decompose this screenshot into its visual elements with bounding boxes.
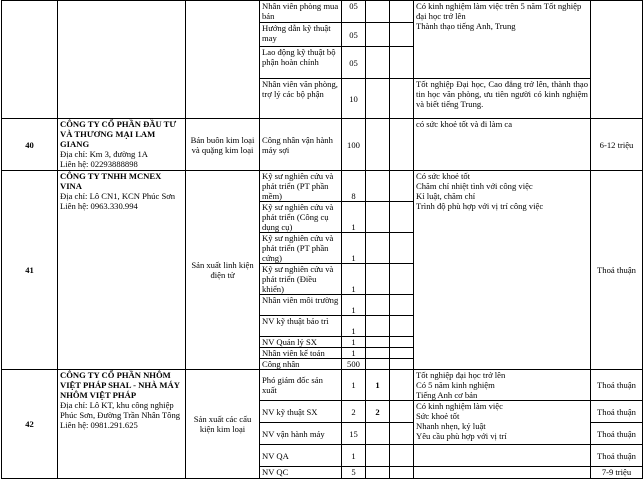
company-name: CÔNG TY TNHH MCNEX VINA xyxy=(60,171,162,191)
field-cell xyxy=(186,1,260,119)
quantity-cell: 500 xyxy=(342,359,366,370)
company-address: Địa chỉ: Lô CN1, KCN Phúc Sơn xyxy=(60,191,176,201)
quantity-cell: 05 xyxy=(342,47,366,79)
quantity-cell: 1 xyxy=(342,337,366,348)
quantity-cell: 1 xyxy=(342,233,366,264)
quantity-cell: 1 xyxy=(342,295,366,316)
requirements-cell: có sức khoẻ tốt và đi làm ca xyxy=(414,119,591,171)
requirements-cell: Có sức khoẻ tốt Chăm chỉ nhiệt tình với công việc Kỉ luật, chăm chỉ Trình độ phù hợp với vị trí công việc xyxy=(414,171,591,370)
position-cell: Kỹ sư nghiên cứu và phát triển (Công cụ dụng cụ) xyxy=(260,202,342,233)
company-cell xyxy=(58,119,186,171)
quantity-cell: 1 xyxy=(342,316,366,337)
salary-cell: Thoả thuận xyxy=(591,171,643,370)
company-phone: Liên hệ: 02293888898 xyxy=(60,159,138,169)
quantity-cell: 1 xyxy=(342,445,366,467)
quantity-cell: 1 xyxy=(342,370,366,401)
quantity-cell: 1 xyxy=(342,348,366,359)
company-name: CÔNG TY CỔ PHẦN NHÔM VIỆT PHÁP SHAL - NHÀ MÁY NHÔM VIỆT PHÁP xyxy=(60,370,180,400)
requirements-cell: Có kinh nghiệm làm việc Sức khoẻ tốt Nhanh nhẹn, kỷ luật Yêu cầu phù hợp với vị trí xyxy=(414,401,591,445)
salary-cell: 6-12 triệu xyxy=(591,119,643,171)
salary-cell: Thoả thuận xyxy=(591,423,643,445)
position-cell: Nhân viên phòng mua bán xyxy=(260,1,342,23)
quantity-cell: 15 xyxy=(342,423,366,445)
position-cell: Hướng dẫn kỹ thuật may xyxy=(260,23,342,47)
position-cell: NV kỹ thuật SX xyxy=(260,401,342,423)
position-cell: Nhân viên môi trường xyxy=(260,295,342,316)
position-cell: NV Quản lý SX xyxy=(260,337,342,348)
quantity-cell: 2 xyxy=(342,401,366,423)
extra-quantity-cell: 1 xyxy=(366,370,390,401)
company-name: CÔNG TY CỔ PHẦN ĐẦU TƯ VÀ THƯƠNG MẠI LAM GIANG xyxy=(60,119,177,149)
position-cell: Kỹ sư nghiên cứu và phát triển (PT phần mềm) xyxy=(260,171,342,202)
field-cell: Sản xuất các cấu kiện kim loại xyxy=(186,370,260,479)
stt-cell: 40 xyxy=(2,119,58,171)
requirements-cell: Tốt nghiệp đại học trở lên Có 5 năm kinh nghiệm Tiếng Anh cơ bản xyxy=(414,370,591,401)
company-address: Địa chỉ: Km 3, đường 1A xyxy=(60,149,148,159)
requirements-cell: Tốt nghiệp Đại học, Cao đẳng trở lên, thành thạo tin học văn phòng, ưu tiên người có kinh nghiệm và biết tiếng Trung. xyxy=(414,79,591,119)
salary-cell: Thoả thuận xyxy=(591,401,643,423)
quantity-cell: 5 xyxy=(342,467,366,479)
quantity-cell: 100 xyxy=(342,119,366,171)
stt-cell: 41 xyxy=(2,171,58,370)
quantity-cell: 1 xyxy=(342,202,366,233)
stt-cell xyxy=(2,1,58,119)
position-cell: Kỹ sư nghiên cứu và phát triển (Điều khiển) xyxy=(260,264,342,295)
company-phone: Liên hệ: 0981.291.625 xyxy=(60,420,138,430)
quantity-cell: 05 xyxy=(342,1,366,23)
position-cell: Công nhân vận hành máy sợi xyxy=(260,119,342,171)
company-cell xyxy=(58,370,186,479)
position-cell: Lao động kỹ thuật bộ phận hoàn chỉnh xyxy=(260,47,342,79)
field-cell: Bán buôn kim loại và quặng kim loại xyxy=(186,119,260,171)
salary-cell xyxy=(591,1,643,119)
company-cell xyxy=(58,1,186,119)
position-cell: Công nhân xyxy=(260,359,342,370)
salary-cell: Thoả thuận xyxy=(591,370,643,401)
company-cell xyxy=(58,171,186,370)
requirements-cell: Có kinh nghiệm làm việc trên 5 năm Tốt nghiệp đại học trở lên Thành thạo tiếng Anh, Trung xyxy=(414,1,591,79)
company-address: Địa chỉ: Lô KT, khu công nghiệp Phúc Sơn, Đường Trần Nhân Tông xyxy=(60,400,181,420)
position-cell: NV QC xyxy=(260,467,342,479)
field-cell: Sản xuất linh kiện điện tử xyxy=(186,171,260,370)
quantity-cell: 1 xyxy=(342,264,366,295)
stt-cell: 42 xyxy=(2,370,58,479)
quantity-cell: 8 xyxy=(342,171,366,202)
position-cell: Phó giám đốc sản xuất xyxy=(260,370,342,401)
quantity-cell: 10 xyxy=(342,79,366,119)
position-cell: Nhân viên kế toán xyxy=(260,348,342,359)
job-listing-table xyxy=(1,0,643,479)
extra-quantity-cell: 2 xyxy=(366,401,390,423)
position-cell: Kỹ sư nghiên cứu và phát triển (PT phần cứng) xyxy=(260,233,342,264)
position-cell: NV QA xyxy=(260,445,342,467)
company-phone: Liên hệ: 0963.330.994 xyxy=(60,201,138,211)
position-cell: NV kỹ thuật bảo trì xyxy=(260,316,342,337)
position-cell: Nhân viên văn phòng, trợ lý các bộ phận xyxy=(260,79,342,119)
position-cell: NV vận hành máy xyxy=(260,423,342,445)
salary-cell: Thoả thuận xyxy=(591,445,643,467)
quantity-cell: 05 xyxy=(342,23,366,47)
salary-cell: 7-9 triệu xyxy=(591,467,643,479)
